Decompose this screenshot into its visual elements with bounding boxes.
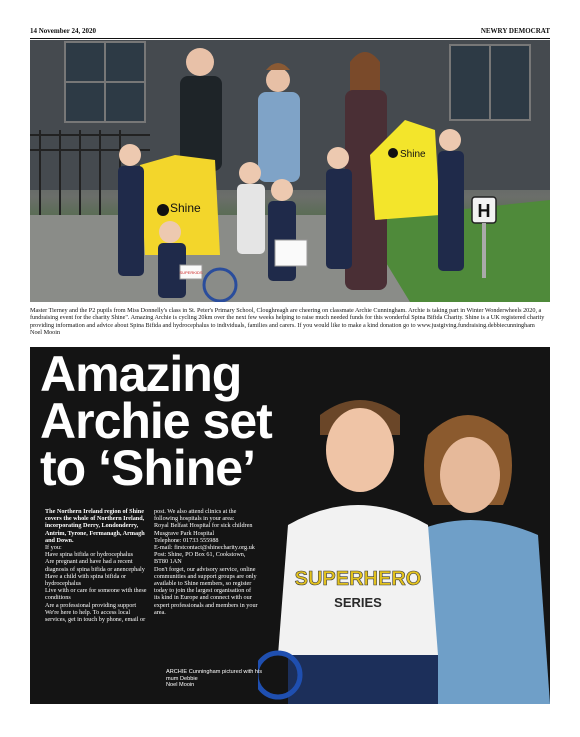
shirt-superhero-text: SUPERHERO	[294, 568, 422, 590]
svg-text:Shine: Shine	[170, 201, 201, 215]
page-header	[30, 27, 550, 37]
headline	[40, 347, 272, 496]
caption-text: Master Tierney and the P2 pupils from Miss Donnelly's class in St. Peter's Primary School, Cloughreagh are cheering on classmate Archie Cunningham. Archie is taking part in Winter Wonderwheels 2020, a fundraising event for the charity Shine". Amazing Archie is cycling 20km over the next few weeks helping to raise much needed funds for this wonderful Spina Bifida Charity. Shine is a UK registered charity providing information and advice about Spina Bifida and hydrocephalus to individuals, families and carers. If you would like to make a kind donation go to www.justgiving.fundraising.debbiecunningham	[30, 307, 545, 329]
superkids-card: SUPERKIDS	[179, 270, 203, 275]
feature-article	[30, 347, 550, 704]
article-line: Don't forget, our advisory service, online communities and support groups are only available to Shine members, so register today to join the largest organisation of its kind in Europe and connect with our expert professionals and members in your area.	[154, 565, 258, 616]
sign-letter: H	[477, 201, 491, 221]
article-line: Are a professional providing support	[45, 601, 137, 609]
article-line: Telephone: 01733 555988	[154, 536, 219, 544]
photo-caption	[30, 307, 550, 337]
article-line: post. We also attend clinics at the following hospitals in your area:	[154, 508, 237, 523]
photo-caption-2	[166, 669, 276, 689]
svg-text:Shine: Shine	[400, 149, 426, 160]
caption-2-credit: Noel Mooin	[166, 682, 195, 689]
caption-2-text: ARCHIE Cunningham pictured with his mum Debbie	[166, 669, 263, 682]
article-column-2	[154, 508, 258, 616]
article-line: Post: Shine, PO Box 61, Cookstown, BT80 1AN	[154, 551, 246, 566]
article-column-1	[45, 508, 149, 623]
article-line: If you:	[45, 544, 62, 552]
page-date: 14 November 24, 2020	[30, 27, 96, 35]
headline-line-2: Archie set	[40, 393, 272, 449]
headline-line-3: to ‘Shine’	[40, 440, 255, 496]
header-rule	[30, 38, 550, 39]
article-line: Have a child with spina bifida or hydrocephalus	[45, 572, 127, 588]
headline-line-1: Amazing	[40, 347, 242, 402]
caption-credit: Noel Mooin	[30, 329, 61, 337]
shirt-series-text: SERIES	[334, 595, 382, 610]
shirt-left	[140, 155, 220, 255]
article-line: We're here to help. To access local services, get in touch by phone, email or	[45, 608, 146, 624]
archie-mum-photo	[258, 375, 550, 704]
article-line: Are pregnant and have had a recent diagnosis of spina bifida or anencephaly	[45, 558, 145, 573]
article-line: Live with or care for someone with these conditions	[45, 587, 147, 602]
publication-name: NEWRY DEMOCRAT	[480, 27, 550, 35]
article-line: Have spina bifida or hydrocephalus	[45, 551, 133, 559]
article-line: Musgrave Park Hospital	[154, 529, 215, 537]
article-line: E-mail: firstcontact@shinecharity.org.uk	[154, 544, 255, 552]
article-line: Royal Belfast Hospital for sick children	[154, 522, 253, 530]
article-lead: The Northern Ireland region of Shine covers the whole of Northern Ireland, incorporating Derry, Londonderry, Antrim, Tyrone, Fermanagh, Armagh and Down.	[45, 508, 145, 544]
group-photo	[30, 40, 550, 302]
